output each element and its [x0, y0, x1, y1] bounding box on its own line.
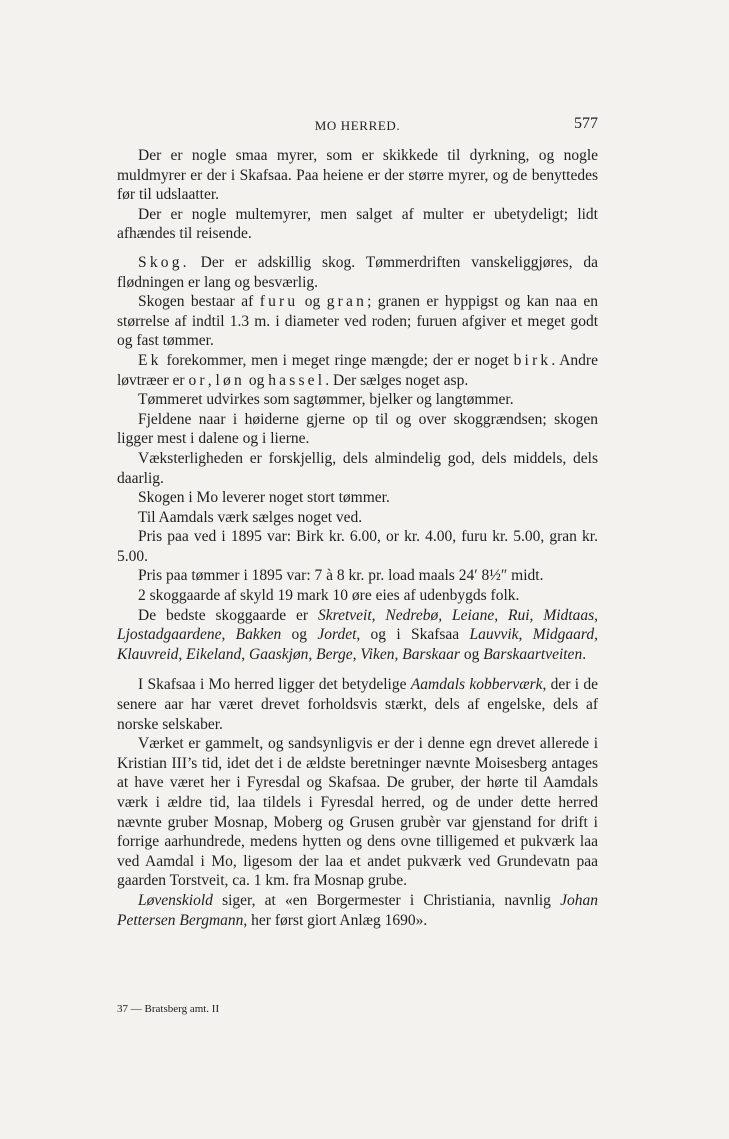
paragraph-skogen-bestaar: Skogen bestaar af furu og gran; granen er hyppigst og kan naa en størrelse af indtil 1.3 m. i diameter ved roden; furuen afgiver et meget godt og fast tømmer. — [117, 293, 599, 350]
paragraph-vaeksterlighed: Væksterligheden er forskjellig, dels almindelig god, dels middels, dels daarlig. — [117, 449, 598, 487]
paragraph-tommeret: Tømmeret udvirkes som sagtømmer, bjelker og langtømmer. — [138, 391, 514, 409]
page-number: 577 — [574, 115, 598, 132]
paragraph-skogen-mo: Skogen i Mo leverer noget stort tømmer. — [138, 489, 390, 507]
paragraph-skog: Skog. Der er adskillig skog. Tømmerdriften vanskeliggjøres, da flødningen er lang og besværlig. — [117, 253, 598, 291]
paragraph-bedste-skoggaarde: De bedste skoggaarde er Skretveit, Nedrebø, Leiane, Rui, Midtaas, Ljostadgaardene, Bakken og Jordet, og i Skafsaa Lauvvik, Midgaard, Klauvreid, Eikeland, Gaaskjøn, Berge, Viken, Barskaar og Barskaartveiten. — [117, 606, 599, 663]
paragraph-vaerket-gammelt: Værket er gammelt, og sandsynligvis er der i denne egn drevet allerede i Kristian III’s tid, idet det i de ældste beretninger nævnte Moisesberg antages at have været her i Fyresdal og Skafsaa. De gruber, der hørte til Aamdals værk i ældre tid, laa tildels i Fyresdal herred, og de under dette herred nævnte gruber Mosnap, Moberg og Grusen grubèr var gjenstand for drift i forrige aarhundrede, medens hytten og dens ovne tilligemed et pukværk laa ved Aamdal i Mo, ligesom der laa et andet pukværk ved Grundevatn paa gaarden Torstveit, ca. 1 km. fra Mosnap grube. — [117, 735, 598, 890]
paragraph-kobbervaerk: I Skafsaa i Mo herred ligger det betydelige Aamdals kobberværk, der i de senere aar har været drevet forholdsvis stærkt, dels af engelske, dels af norske selskaber. — [117, 676, 599, 733]
paragraph-skoggaarde-skyld: 2 skoggaarde af skyld 19 mark 10 øre eies af udenbygds folk. — [138, 587, 520, 605]
paragraph-lovenskiold: Løvenskiold siger, at «en Borgermester i Christiania, navnlig Johan Pettersen Bergmann, her først giort Anlæg 1690». — [117, 891, 598, 929]
paragraph-aamdals-ved: Til Aamdals værk sælges noget ved. — [138, 508, 363, 526]
section-heading-skog: Skog. — [138, 253, 190, 271]
paragraph-multemyrer: Der er nogle multemyrer, men salget af multer er ubetydeligt; lidt afhændes til reisende. — [117, 205, 598, 243]
signature-mark: 37 — Bratsberg amt. II — [117, 1003, 220, 1015]
paragraph-pris-ved: Pris paa ved i 1895 var: Birk kr. 6.00, or kr. 4.00, furu kr. 5.00, gran kr. 5.00. — [117, 528, 598, 565]
body-text — [117, 146, 598, 930]
paragraph-fjeldene: Fjeldene naar i høiderne gjerne op til og over skoggrændsen; skogen ligger mest i dalene og i lierne. — [117, 410, 598, 448]
paragraph-ek: Ek forekommer, men i meget ringe mængde; der er noget birk. Andre løvtræer er or, løn og hassel. Der sælges noget asp. — [117, 351, 598, 389]
paragraph-pris-tommer: Pris paa tømmer i 1895 var: 7 à 8 kr. pr. load maals 24′ 8½″ midt. — [138, 567, 544, 585]
running-head: MO HERRED. — [314, 118, 401, 133]
paragraph-myrer: Der er nogle smaa myrer, som er skikkede til dyrkning, og nogle muldmyrer er der i Skafsaa. Paa heiene er der større myrer, og de benyttedes før til udslaatter. — [117, 147, 598, 204]
page-header — [117, 114, 598, 136]
